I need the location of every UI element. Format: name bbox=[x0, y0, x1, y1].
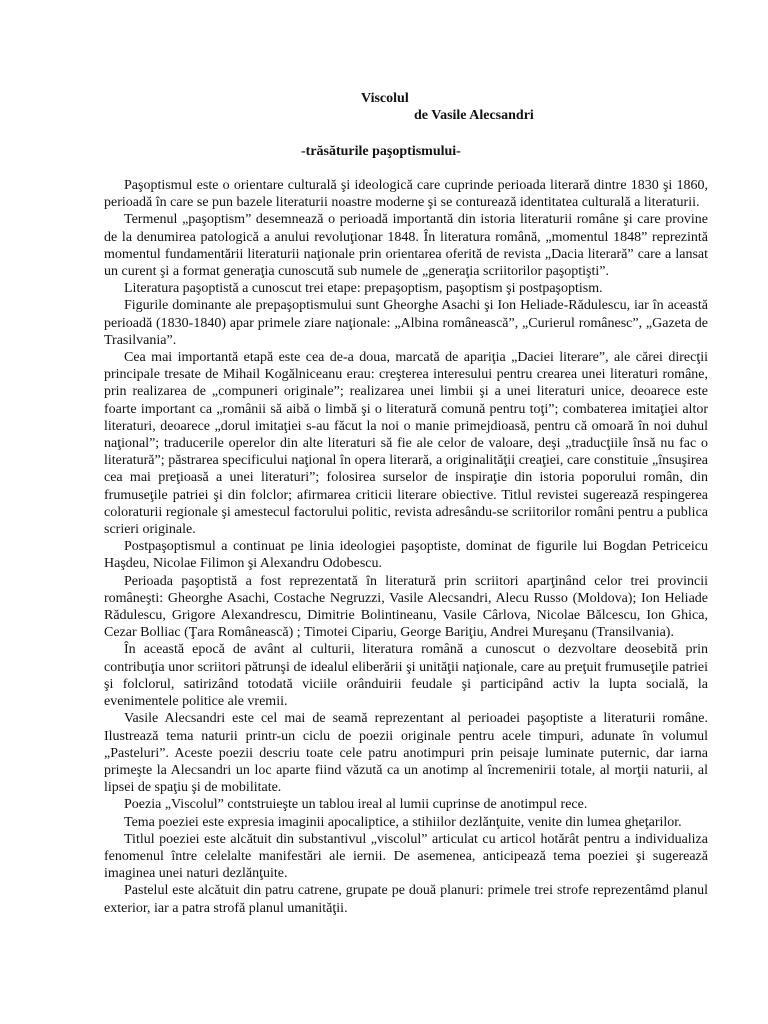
paragraph-9: Vasile Alecsandri este cel mai de seamă reprezentant al perioadei paşoptiste a literaturii române. Ilustrează tema naturii printr-un ciclu de poezii originale pentru acele timpuri, adunate în volumul „Pasteluri”. Aceste poezii descriu toate cele patru anotimpuri prin peisaje luminate puternic, dar iarna primeşte la Alecsandri un loc aparte fiind văzută ca un anotimp al încremenirii totale, al morţii naturii, al lipsei de spaţiu şi de mobilitate. bbox=[104, 711, 708, 796]
paragraph-10: Poezia „Viscolul” contstruieşte un tablou ireal al lumii cuprinse de anotimpul rece. bbox=[124, 797, 588, 813]
paragraph-7: Perioada paşoptistă a fost reprezentată în literatură prin scriitori aparţinând celor trei provincii româneşti: Gheorghe Asachi, Costache Negruzzi, Vasile Alecsandri, Alecu Russo (Moldova); Ion Heliade Rădulescu, Grigore Alexandrescu, Dimitrie Bolintineanu, Vasile Cârlova, Nicolae Bălcescu, Ion Ghica, Cezar Bolliac (Ţara Românească) ; Timotei Cipariu, George Bariţiu, Andrei Mureşanu (Transilvania). bbox=[104, 573, 708, 641]
document-author: de Vasile Alecsandri bbox=[414, 108, 534, 123]
paragraph-11: Tema poeziei este expresia imaginii apocaliptice, a stihiilor dezlănţuite, venite din lumea gheţarilor. bbox=[124, 814, 682, 830]
paragraph-3: Literatura paşoptistă a cunoscut trei etape: prepaşoptism, paşoptism şi postpaşoptism. bbox=[124, 281, 603, 297]
document-title: Viscolul bbox=[361, 91, 409, 106]
paragraph-6: Postpaşoptismul a continuat pe linia ideologiei paşoptiste, dominat de figurile lui Bogdan Petriceicu Haşdeu, Nicolae Filimon şi Alexandru Odobescu. bbox=[104, 539, 708, 572]
paragraph-13: Pastelul este alcătuit din patru catrene, grupate pe două planuri: primele trei strofe reprezentâmd planul exterior, iar a patra strofă planul umanităţii. bbox=[104, 883, 708, 916]
paragraph-8: În această epocă de avânt al culturii, literatura română a cunoscut o dezvoltare deosebită prin contribuţia unor scriitori pătrunşi de idealul eliberării şi unităţii naţionale, care au preţuit frumuseţile patriei şi folclorul, satirizând totodată viciile orânduirii feudale şi participând activ la lupta socială, la evenimentele politice ale vremii. bbox=[104, 642, 708, 710]
paragraph-2: Termenul „paşoptism” desemnează o perioadă importantă din istoria literaturii române şi care provine de la denumirea patologică a anului revoluţionar 1848. În literatura română, „momentul 1848” reprezintă momentul fundamentării literaturii naţionale prin orientarea oferită de revista „Dacia literară” care a lansat un curent şi a format generaţia cunoscută sub numele de „generaţia scriitorilor paşoptişti”. bbox=[104, 212, 708, 280]
document-body bbox=[104, 177, 708, 917]
paragraph-4: Figurile dominante ale prepaşoptismului sunt Gheorghe Asachi şi Ion Heliade-Rădulescu, iar în această perioadă (1830-1840) apar primele ziare naţionale: „Albina românească”, „Curierul românesc”, „Gazeta de Trasilvania”. bbox=[104, 298, 708, 348]
paragraph-1: Paşoptismul este o orientare culturală şi ideologică care cuprinde perioada literară dintre 1830 şi 1860, perioadă în care se pun bazele literaturii noastre moderne şi se conturează identitatea culturală a literaturii. bbox=[104, 178, 708, 211]
document-subtitle: -trăsăturile paşoptismului- bbox=[301, 144, 461, 159]
paragraph-5: Cea mai importantă etapă este cea de-a doua, marcată de apariţia „Daciei literare”, ale cărei direcţii principale tresate de Mihail Kogălniceanu erau: creşterea interesului pentru crearea unei literaturi române, prin realizarea de „compuneri originale”; realizarea unei limbii şi a unei literaturi unice, deoarece este foarte important ca „românii să aibă o limbă şi o literatură comună pentru toţi”; combaterea imitaţiei altor literaturi, deoarece „dorul imitaţiei s-au făcut la noi o manie primejdioasă, pentru că omoară în noi duhul naţional”; traducerile operelor din alte literaturi să fie ale celor de valoare, deşi „traducţiile însă nu fac o literatură”; păstrarea specificului naţional în opera literară, a originalităţii creaţiei, care constituie „însuşirea cea mai preţioasă a unei literaturi”; folosirea surselor de inspiraţie din istoria poporului român, din frumuseţile patriei şi din folclor; afirmarea criticii literare obiective. Titlul revistei sugerează respingerea coloraturii regionale şi amestecul factorului politic, revista adresându-se scriitorilor români pentru a publica scrieri originale. bbox=[104, 350, 708, 538]
paragraph-12: Titlul poeziei este alcătuit din substantivul „viscolul” articulat cu articol hotărât pentru a individualiza fenomenul între celelalte manifestări ale iernii. De asemenea, anticipează tema poeziei şi sugerează imaginea unei naturi dezlănţuite. bbox=[104, 831, 708, 882]
